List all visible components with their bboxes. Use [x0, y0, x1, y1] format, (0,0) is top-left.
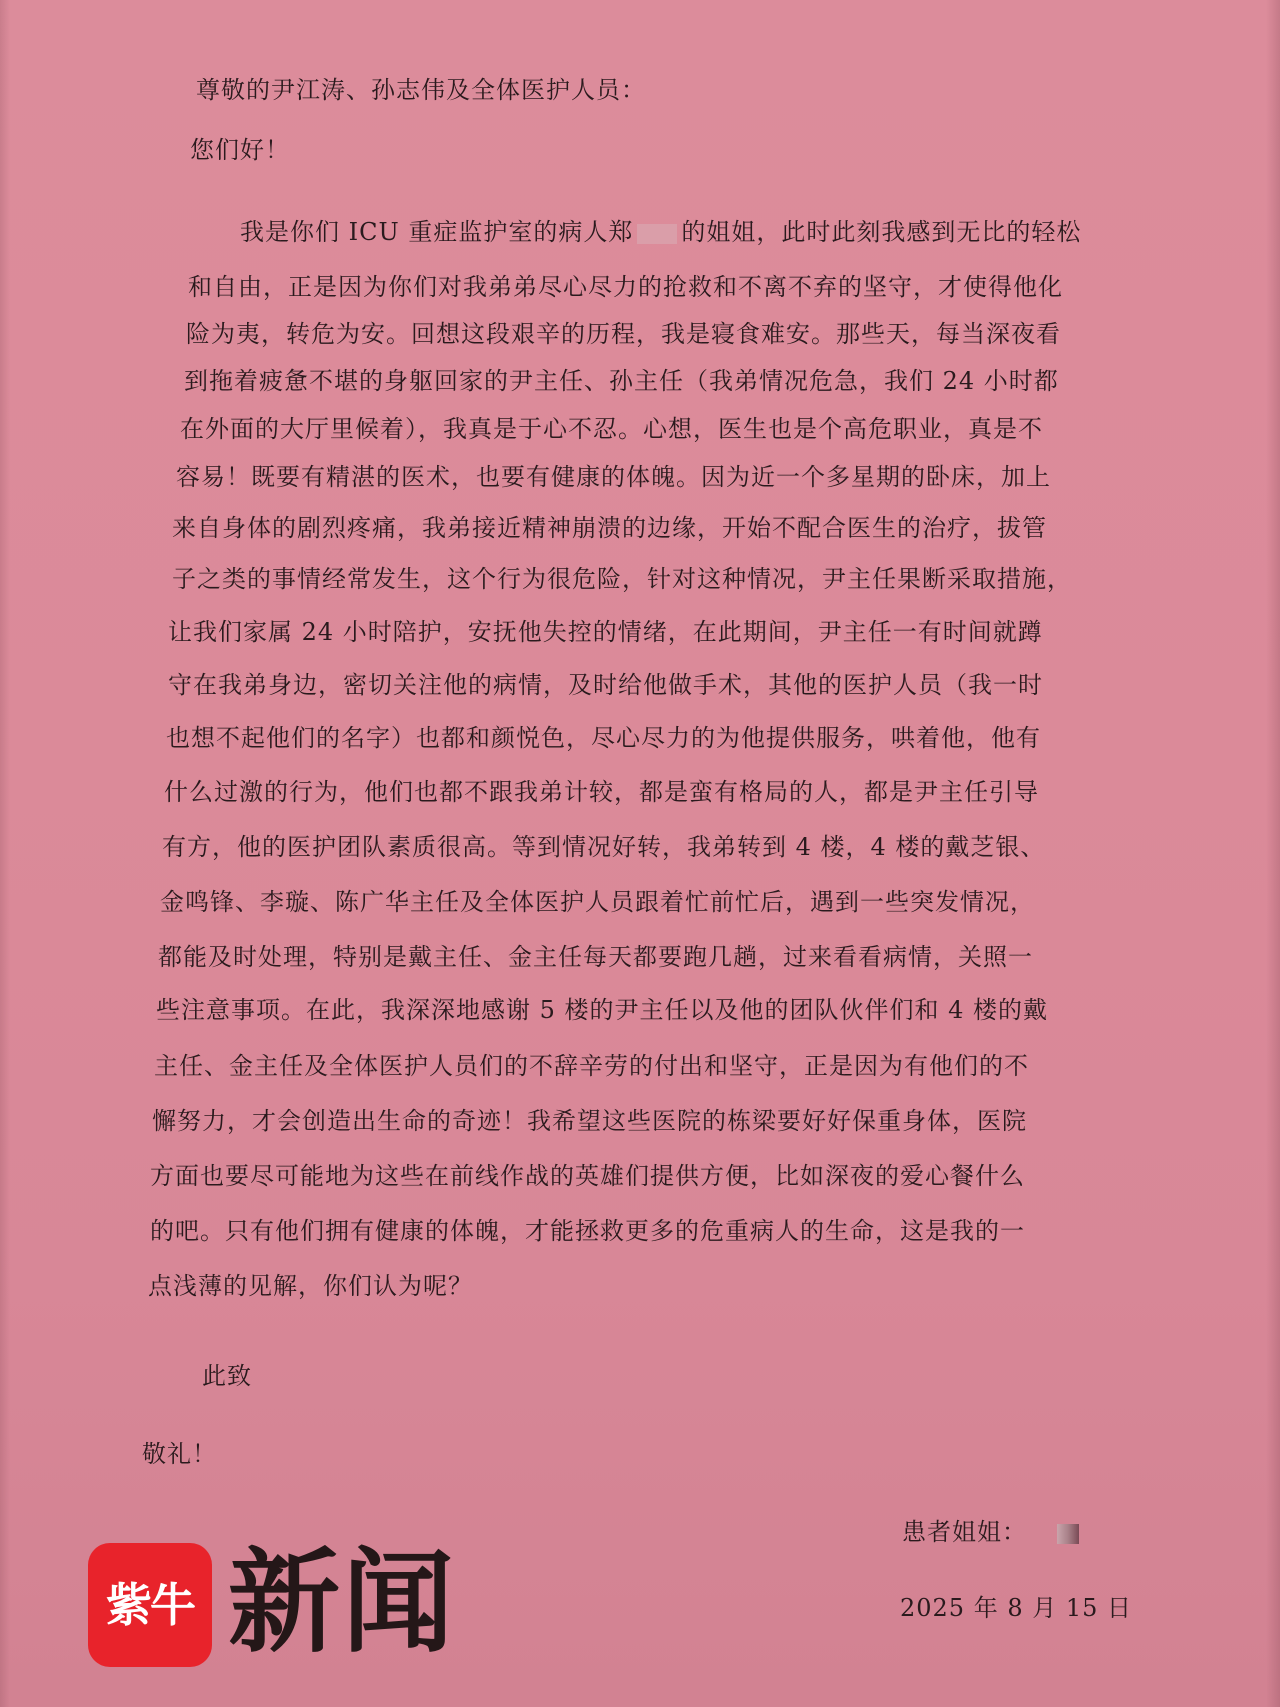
signature-label: 患者姐姐：	[902, 1518, 1027, 1546]
letter-body-line-part: 我是你们 ICU 重症监护室的病人郑	[240, 218, 634, 246]
letter-body-line: 到拖着疲惫不堪的身躯回家的尹主任、孙主任（我弟情况危急，我们 24 小时都	[184, 367, 1059, 395]
paper-shadow-right	[1266, 0, 1280, 1707]
letter-body-line: 和自由，正是因为你们对我弟弟尽心尽力的抢救和不离不弃的坚守，才使得他化	[188, 273, 1063, 301]
letter-closing-1: 此致	[202, 1362, 252, 1390]
redaction-mark	[637, 224, 677, 244]
letter-body-line: 也想不起他们的名字）也都和颜悦色，尽心尽力的为他提供服务，哄着他，他有	[166, 724, 1041, 752]
letter-body-line: 主任、金主任及全体医护人员们的不辞辛劳的付出和坚守，正是因为有他们的不	[154, 1052, 1029, 1080]
letter-closing-2: 敬礼！	[142, 1440, 217, 1468]
letter-body-line: 来自身体的剧烈疼痛，我弟接近精神崩溃的边缘，开始不配合医生的治疗，拔管	[172, 514, 1047, 542]
redaction-mark	[1057, 1524, 1079, 1544]
letter-body-line: 方面也要尽可能地为这些在前线作战的英雄们提供方便，比如深夜的爱心餐什么	[150, 1162, 1025, 1190]
letter-body-line: 什么过激的行为，他们也都不跟我弟计较，都是蛮有格局的人，都是尹主任引导	[164, 778, 1039, 806]
letter-body-line: 在外面的大厅里候着），我真是于心不忍。心想，医生也是个高危职业，真是不	[180, 415, 1043, 443]
letter-signature	[902, 1512, 1079, 1547]
letter-date: 2025 年 8 月 15 日	[900, 1594, 1133, 1622]
letter-body-line: 金鸣锋、李璇、陈广华主任及全体医护人员跟着忙前忙后，遇到一些突发情况，	[160, 888, 1035, 916]
watermark-brand: 新闻	[228, 1537, 456, 1668]
letter-body-line: 懈努力，才会创造出生命的奇迹！我希望这些医院的栋梁要好好保重身体，医院	[152, 1107, 1027, 1135]
letter-body-line: 都能及时处理，特别是戴主任、金主任每天都要跑几趟，过来看看病情，关照一	[158, 943, 1033, 971]
logo-text: 紫牛	[106, 1578, 194, 1632]
letter-body-line: 些注意事项。在此，我深深地感谢 5 楼的尹主任以及他的团队伙伴们和 4 楼的戴	[156, 996, 1049, 1024]
letter-body-line: 有方，他的医护团队素质很高。等到情况好转，我弟转到 4 楼，4 楼的戴芝银、	[162, 833, 1046, 861]
letter-body-line-part: 的姐姐，此时此刻我感到无比的轻松	[681, 218, 1082, 246]
letter-salutation: 尊敬的尹江涛、孙志伟及全体医护人员：	[196, 76, 646, 104]
letter-greeting: 您们好！	[190, 136, 290, 164]
letter-body-line: 守在我弟身边，密切关注他的病情，及时给他做手术，其他的医护人员（我一时	[168, 671, 1043, 699]
letter-body-line: 子之类的事情经常发生，这个行为很危险，针对这种情况，尹主任果断采取措施，	[172, 565, 1072, 593]
letter-body-line: 点浅薄的见解，你们认为呢？	[148, 1272, 473, 1300]
letter-body-line: 的吧。只有他们拥有健康的体魄，才能拯救更多的危重病人的生命，这是我的一	[150, 1217, 1025, 1245]
letter-body-line: 让我们家属 24 小时陪护，安抚他失控的情绪，在此期间，尹主任一有时间就蹲	[168, 618, 1043, 646]
zi-niu-logo	[88, 1543, 212, 1667]
paper-shadow-left	[0, 0, 10, 1707]
letter-body-line	[240, 212, 1081, 247]
letter-body-line: 险为夷，转危为安。回想这段艰辛的历程，我是寝食难安。那些天，每当深夜看	[186, 320, 1061, 348]
letter-body-line: 容易！既要有精湛的医术，也要有健康的体魄。因为近一个多星期的卧床，加上	[176, 463, 1051, 491]
